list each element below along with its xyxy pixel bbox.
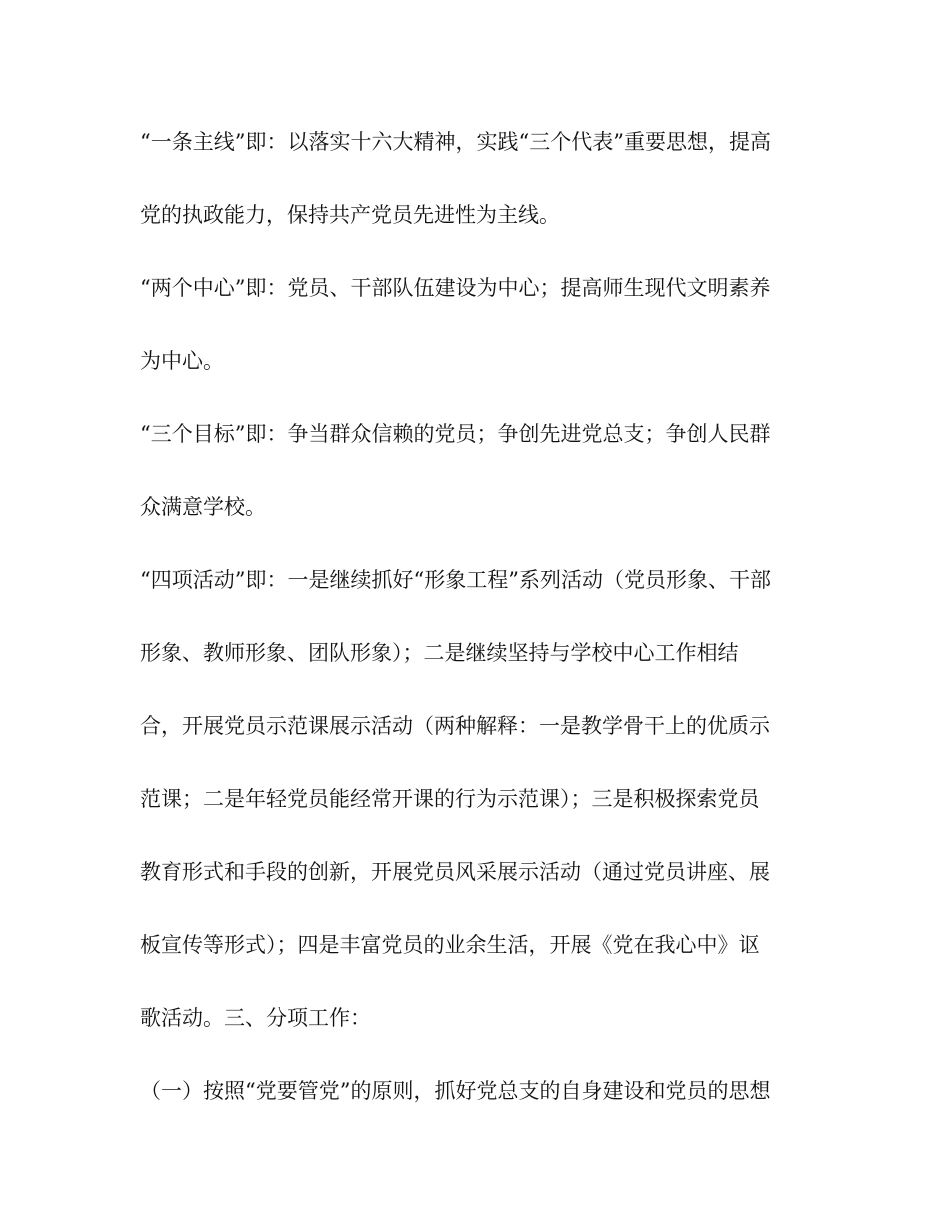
text-line: （一）按照“党要管党”的原则，抓好党总支的自身建设和党员的思想: [140, 1079, 771, 1103]
text-line: “四项活动”即：一是继续抓好“形象工程”系列活动（党员形象、干部: [140, 568, 771, 592]
text-line: “三个目标”即：争当群众信赖的党员；争创先进党总支；争创人民群: [140, 422, 771, 446]
text-line: 为中心。: [140, 349, 224, 373]
text-line: 合，开展党员示范课展示活动（两种解释：一是教学骨干上的优质示: [140, 714, 770, 738]
text-line: 范课；二是年轻党员能经常开课的行为示范课）；三是积极探索党员: [140, 787, 760, 811]
text-line: 众满意学校。: [140, 495, 266, 519]
text-line: 教育形式和手段的创新，开展党员风采展示活动（通过党员讲座、展: [140, 860, 770, 884]
text-line: “一条主线”即：以落实十六大精神，实践“三个代表”重要思想，提高: [140, 130, 771, 154]
text-line: “两个中心”即：党员、干部队伍建设为中心；提高师生现代文明素养: [140, 276, 771, 300]
text-line: 板宣传等形式）；四是丰富党员的业余生活，开展《党在我心中》讴: [140, 933, 760, 957]
text-line: 歌活动。三、分项工作：: [140, 1006, 371, 1030]
text-line: 形象、教师形象、团队形象）；二是继续坚持与学校中心工作相结: [140, 641, 739, 665]
text-line: 党的执政能力，保持共产党员先进性为主线。: [140, 203, 560, 227]
